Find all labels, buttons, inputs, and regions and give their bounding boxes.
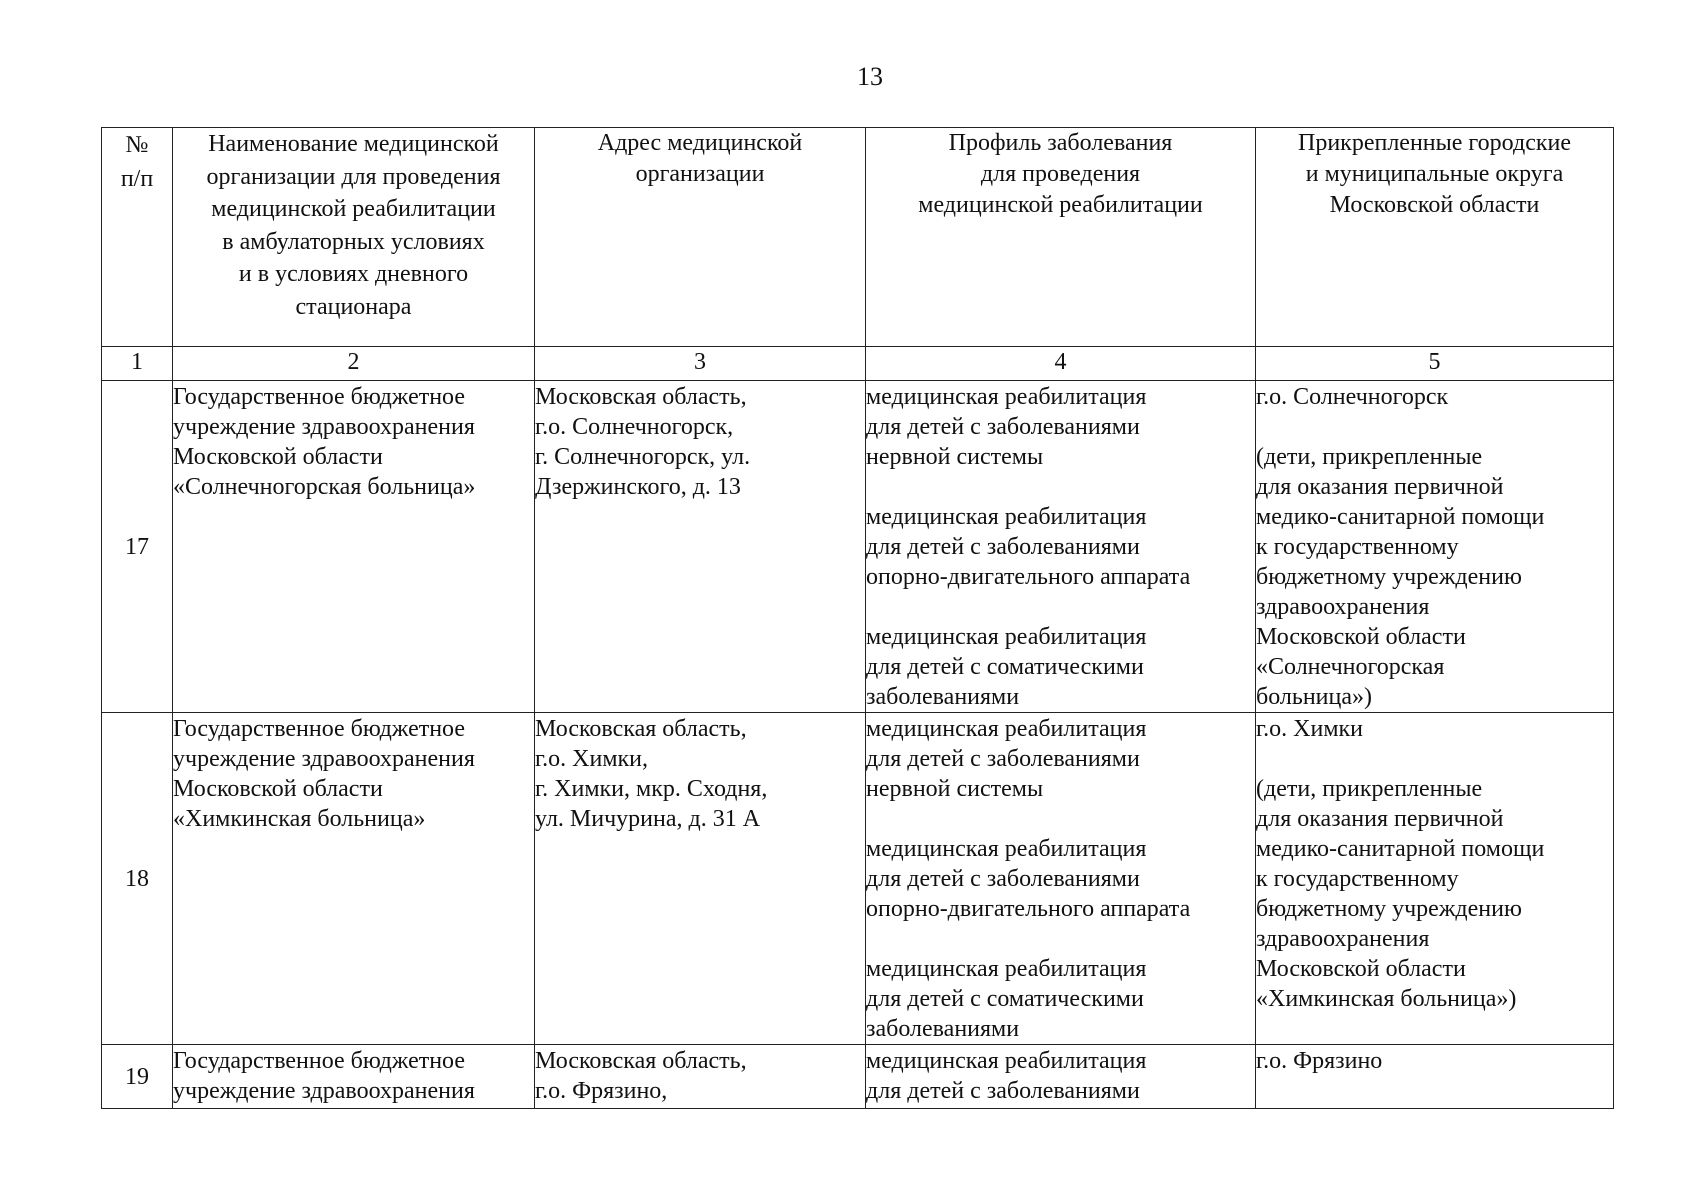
text-line: для детей с соматическими: [866, 654, 1144, 680]
text-line: заболеваниями: [866, 684, 1020, 710]
header-line: и в условиях дневного: [238, 261, 469, 287]
header-line: стационара: [295, 293, 412, 320]
text-line: нервной системы: [866, 776, 1044, 802]
header-line: Прикрепленные городские: [1298, 130, 1571, 156]
text-line: (дети, прикрепленные: [1256, 444, 1483, 470]
text-line: для детей с заболеваниями: [866, 866, 1140, 892]
text-line: медицинская реабилитация: [866, 1048, 1147, 1074]
text-line: Московская область,: [535, 1048, 747, 1074]
text-line: медицинская реабилитация: [866, 716, 1147, 742]
header-line: Адрес медицинской: [597, 130, 803, 156]
header-cell-districts: [1256, 128, 1614, 347]
column-number: 5: [1256, 347, 1614, 381]
text-line: г. Солнечногорск, ул.: [535, 444, 751, 470]
table-row: [102, 1045, 1614, 1109]
profile-cell: [866, 1045, 1256, 1109]
text-line: бюджетному учреждению: [1256, 896, 1522, 922]
text-line: «Солнечногорская больница»: [173, 474, 476, 500]
text-line: медицинская реабилитация: [866, 836, 1147, 862]
address-cell: [535, 1045, 866, 1109]
text-line: к государственному: [1256, 866, 1459, 892]
text-line: медико-санитарной помощи: [1256, 836, 1545, 862]
organization-cell: [173, 713, 535, 1045]
text-line: Московской области: [173, 776, 383, 802]
text-line: для детей с заболеваниями: [866, 414, 1140, 440]
address-cell: [535, 381, 866, 713]
header-line: организации: [635, 161, 765, 187]
organization-cell: [173, 381, 535, 713]
header-line: Наименование медицинской: [208, 131, 499, 157]
text-line: учреждение здравоохранения: [173, 414, 475, 440]
column-number: 2: [173, 347, 535, 381]
profile-cell: [866, 381, 1256, 713]
text-line: для оказания первичной: [1256, 806, 1504, 832]
text-line: г.о. Солнечногорск,: [535, 414, 734, 440]
text-line: Московской области: [173, 444, 383, 470]
header-line: медицинской реабилитации: [918, 192, 1203, 218]
row-number: 17: [102, 381, 173, 713]
text-line: больница»): [1256, 684, 1372, 710]
organization-cell: [173, 1045, 535, 1109]
header-line: для проведения: [980, 161, 1141, 187]
text-line: Московская область,: [535, 384, 747, 410]
text-line: Московской области: [1256, 956, 1466, 982]
district-cell: [1256, 1045, 1614, 1109]
district-cell: [1256, 713, 1614, 1045]
text-line: Государственное бюджетное: [173, 716, 465, 742]
text-line: «Химкинская больница»: [173, 806, 426, 832]
text-line: г.о. Фрязино,: [535, 1078, 668, 1104]
text-line: медицинская реабилитация: [866, 504, 1147, 530]
header-cell-profile: [866, 128, 1256, 347]
text-line: медицинская реабилитация: [866, 956, 1147, 982]
district-cell: [1256, 381, 1614, 713]
text-line: Государственное бюджетное: [173, 1048, 465, 1074]
table-row: [102, 381, 1614, 713]
header-cell-address: [535, 128, 866, 347]
text-line: медико-санитарной помощи: [1256, 504, 1545, 530]
header-line: организации для проведения: [206, 163, 501, 190]
text-line: Государственное бюджетное: [173, 384, 465, 410]
text-line: медицинская реабилитация: [866, 624, 1147, 650]
header-cell-number: [102, 128, 173, 347]
text-line: для детей с заболеваниями: [866, 746, 1140, 772]
header-line: и муниципальные округа: [1305, 161, 1564, 187]
header-line: в амбулаторных условиях: [222, 228, 485, 255]
row-number: 18: [102, 713, 173, 1045]
column-number-row: [102, 347, 1614, 381]
district-name: г.о. Химки: [1256, 716, 1364, 742]
text-line: г.о. Химки,: [535, 746, 649, 772]
header-line: Московской области: [1329, 192, 1540, 218]
column-number: 1: [102, 347, 173, 381]
text-line: для детей с соматическими: [866, 986, 1144, 1012]
column-number: 3: [535, 347, 866, 381]
text-line: (дети, прикрепленные: [1256, 776, 1483, 802]
text-line: медицинская реабилитация: [866, 384, 1147, 410]
page-number: 13: [857, 62, 883, 91]
text-line: бюджетному учреждению: [1256, 564, 1522, 590]
text-line: для детей с заболеваниями: [866, 1078, 1140, 1104]
text-line: учреждение здравоохранения: [173, 746, 475, 772]
text-line: для оказания первичной: [1256, 474, 1504, 500]
text-line: для детей с заболеваниями: [866, 534, 1140, 560]
text-line: здравоохранения: [1256, 594, 1430, 620]
text-line: «Солнечногорская: [1256, 654, 1445, 680]
header-line: №: [125, 132, 149, 158]
header-cell-organization: [173, 128, 535, 347]
text-line: Московская область,: [535, 716, 747, 742]
text-line: к государственному: [1256, 534, 1459, 560]
column-number: 4: [866, 347, 1256, 381]
text-line: учреждение здравоохранения: [173, 1078, 475, 1104]
rehabilitation-organizations-table: [101, 127, 1614, 1109]
row-number: 19: [102, 1045, 173, 1109]
text-line: заболеваниями: [866, 1016, 1020, 1042]
text-line: нервной системы: [866, 444, 1044, 470]
header-line: п/п: [120, 166, 154, 192]
table-header-row: [102, 128, 1614, 347]
address-cell: [535, 713, 866, 1045]
table-row: [102, 713, 1614, 1045]
text-line: Дзержинского, д. 13: [535, 474, 741, 500]
district-name: г.о. Фрязино: [1256, 1048, 1383, 1074]
text-line: здравоохранения: [1256, 926, 1430, 952]
profile-cell: [866, 713, 1256, 1045]
text-line: опорно-двигательного аппарата: [866, 896, 1191, 922]
text-line: г. Химки, мкр. Сходня,: [535, 776, 768, 802]
text-line: опорно-двигательного аппарата: [866, 564, 1191, 590]
text-line: ул. Мичурина, д. 31 А: [535, 806, 761, 832]
district-name: г.о. Солнечногорск: [1256, 384, 1449, 410]
text-line: «Химкинская больница»): [1256, 986, 1517, 1012]
header-line: Профиль заболевания: [948, 130, 1173, 156]
header-line: медицинской реабилитации: [211, 196, 496, 222]
text-line: Московской области: [1256, 624, 1466, 650]
